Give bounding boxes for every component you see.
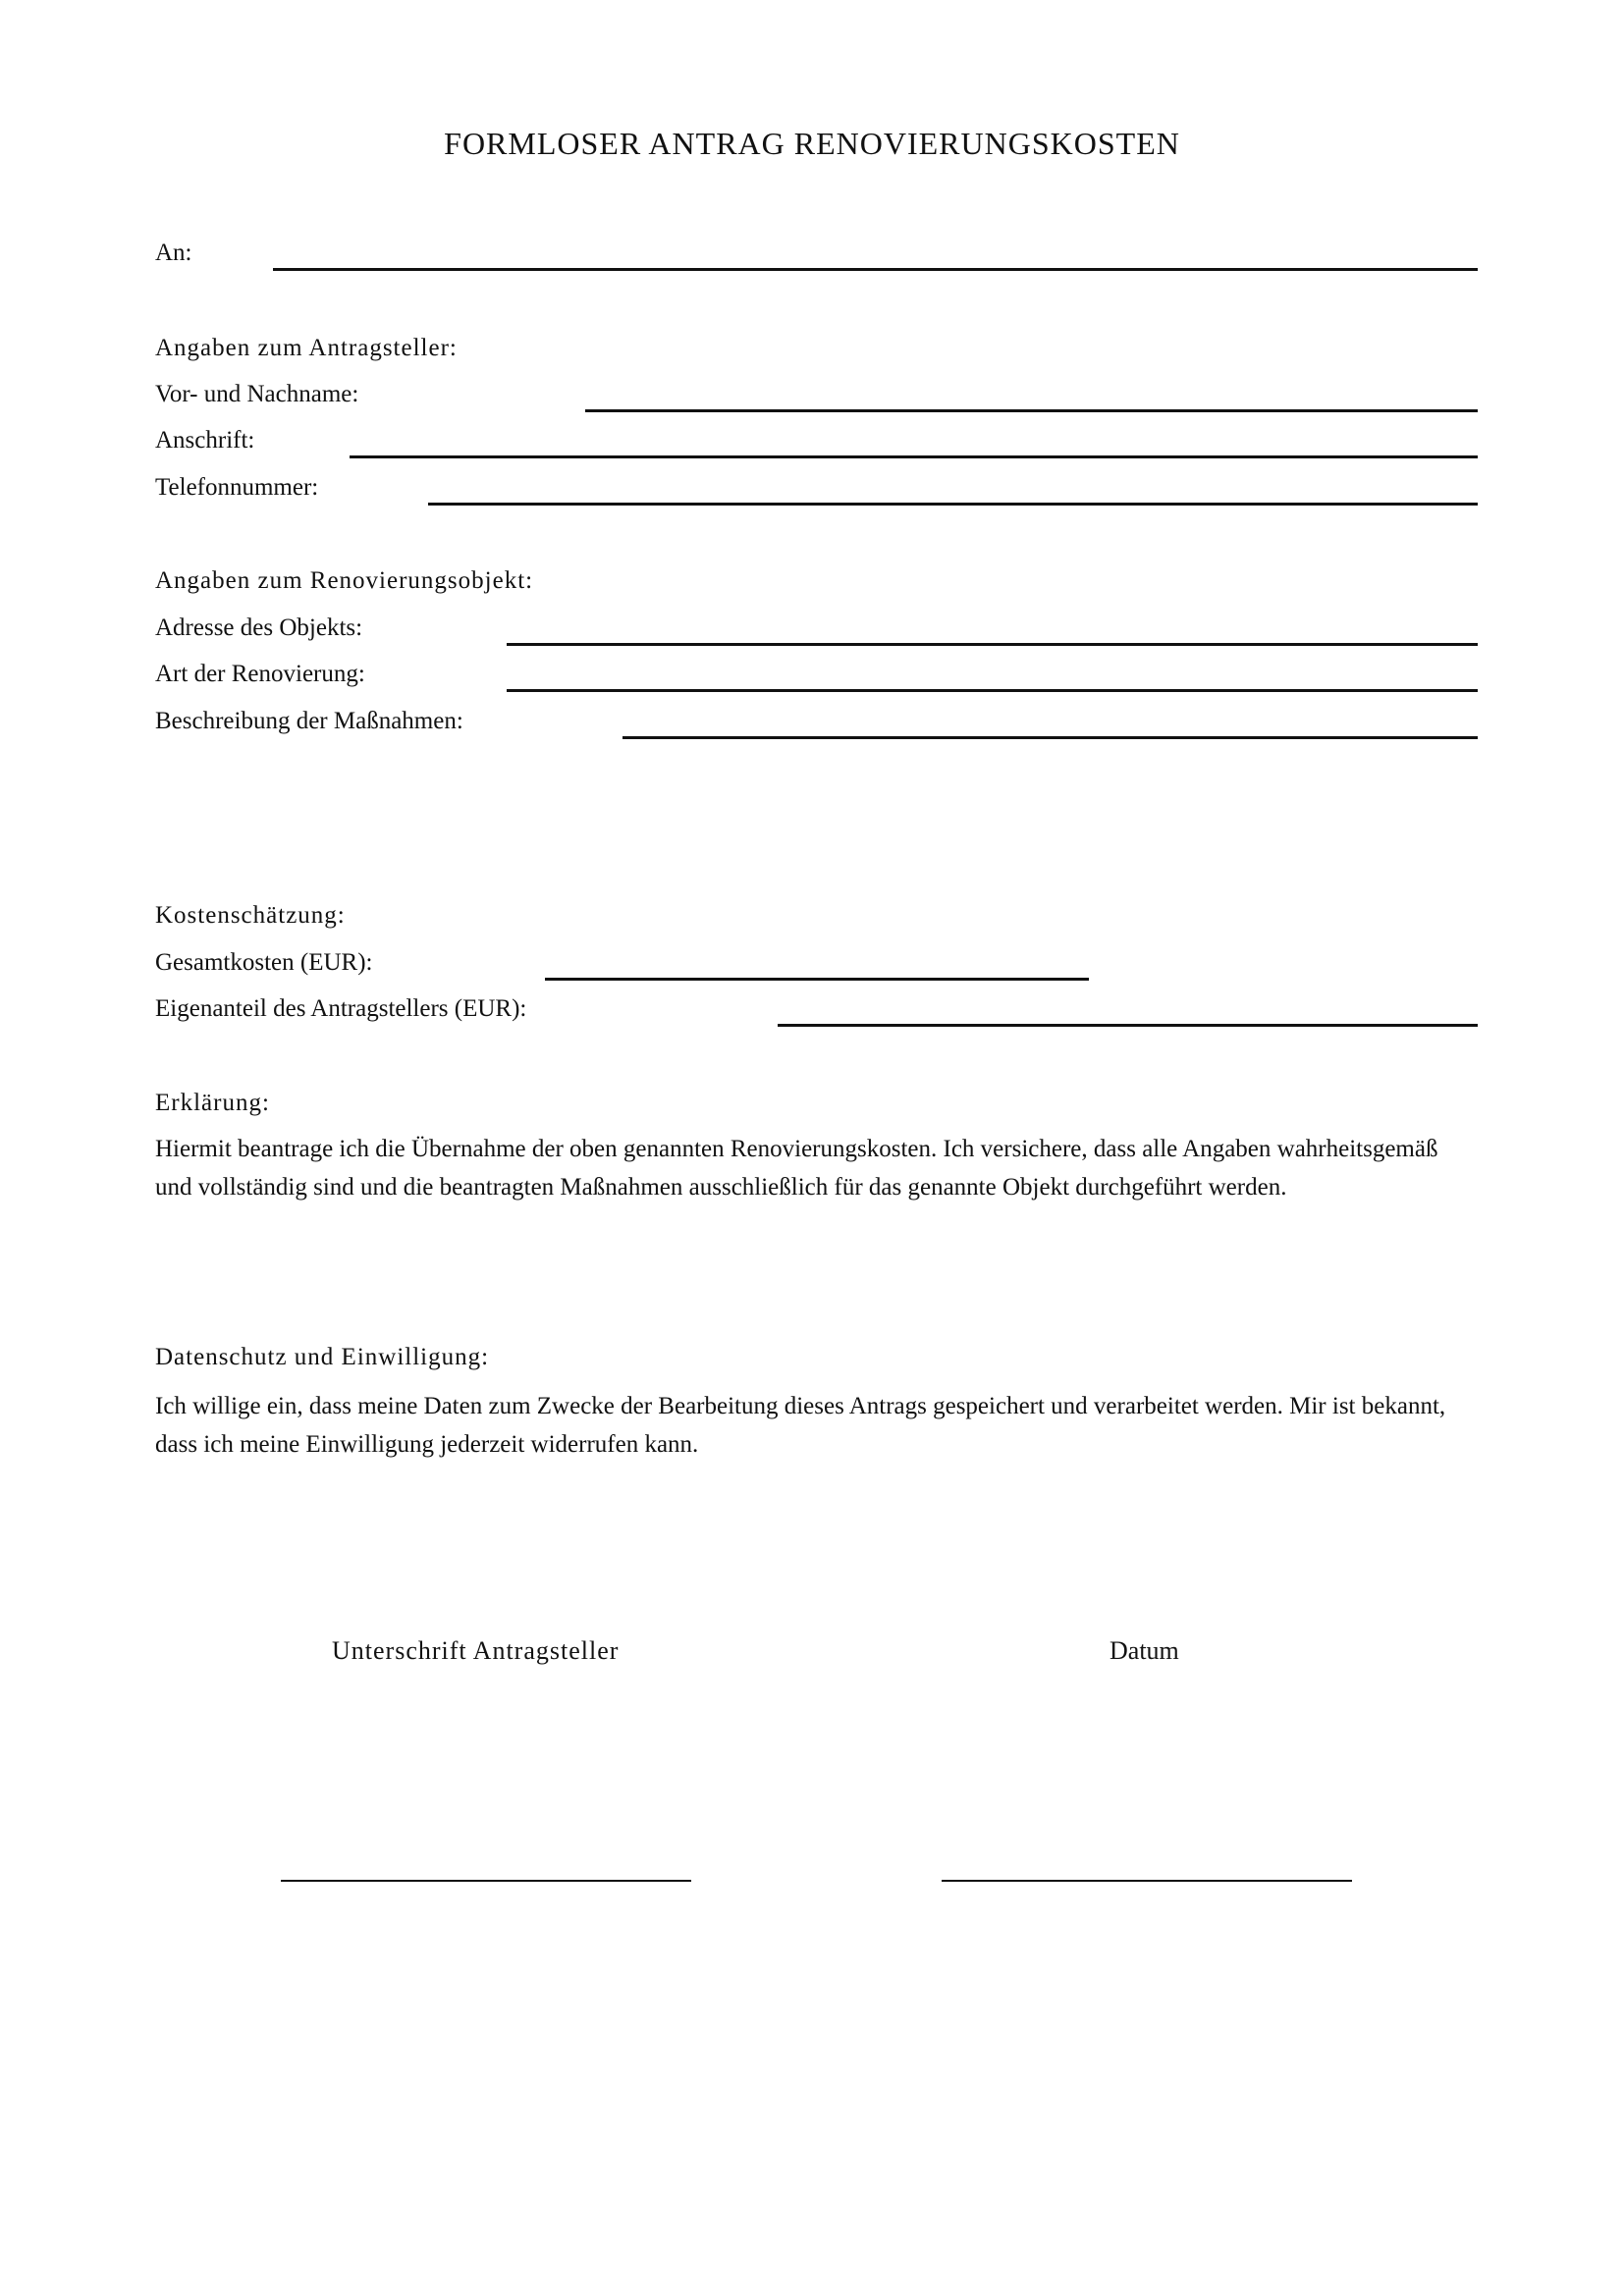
renovation-type-label: Art der Renovierung: [155,661,365,687]
own-share-field[interactable] [778,1024,1478,1027]
measures-description-field[interactable] [623,736,1478,739]
object-heading: Angaben zum Renovierungsobjekt: [155,567,534,594]
object-address-label: Adresse des Objekts: [155,614,363,641]
costs-heading: Kostenschätzung: [155,902,346,929]
signature-label: Unterschrift Antragsteller [332,1636,620,1665]
date-line[interactable] [942,1880,1352,1882]
total-costs-label: Gesamtkosten (EUR): [155,949,373,976]
measures-description-label: Beschreibung der Maßnahmen: [155,708,463,734]
own-share-label: Eigenanteil des Antragstellers (EUR): [155,995,527,1022]
privacy-heading: Datenschutz und Einwilligung: [155,1344,490,1370]
applicant-address-label: Anschrift: [155,427,255,454]
signature-line[interactable] [281,1880,691,1882]
applicant-name-field[interactable] [585,409,1478,412]
recipient-label: An: [155,240,192,266]
applicant-name-label: Vor- und Nachname: [155,381,359,407]
total-costs-field[interactable] [545,978,1089,981]
privacy-text: Ich willige ein, dass meine Daten zum Zwecke der Bearbeitung dieses Antrags gespeichert und verarbeitet werden. Mir ist bekannt, dass ich meine Einwilligung jederzeit widerrufen kann. [155,1393,1446,1458]
date-label: Datum [1110,1636,1179,1665]
renovation-type-field[interactable] [507,689,1478,692]
declaration-text: Hiermit beantrage ich die Übernahme der oben genannten Renovierungskosten. Ich versichere, dass alle Angaben wahrheitsgemäß und vollständig sind und die beantragten Maßnahmen ausschließlich für das genannte Objekt durchgeführt werden. [155,1136,1438,1201]
applicant-heading: Angaben zum Antragsteller: [155,335,458,361]
document-title: FORMLOSER ANTRAG RENOVIERUNGSKOSTEN [444,126,1180,161]
object-address-field[interactable] [507,643,1478,646]
recipient-field[interactable] [273,268,1478,271]
applicant-address-field[interactable] [350,455,1478,458]
applicant-phone-field[interactable] [428,503,1478,506]
declaration-heading: Erklärung: [155,1090,270,1116]
applicant-phone-label: Telefonnummer: [155,474,319,501]
